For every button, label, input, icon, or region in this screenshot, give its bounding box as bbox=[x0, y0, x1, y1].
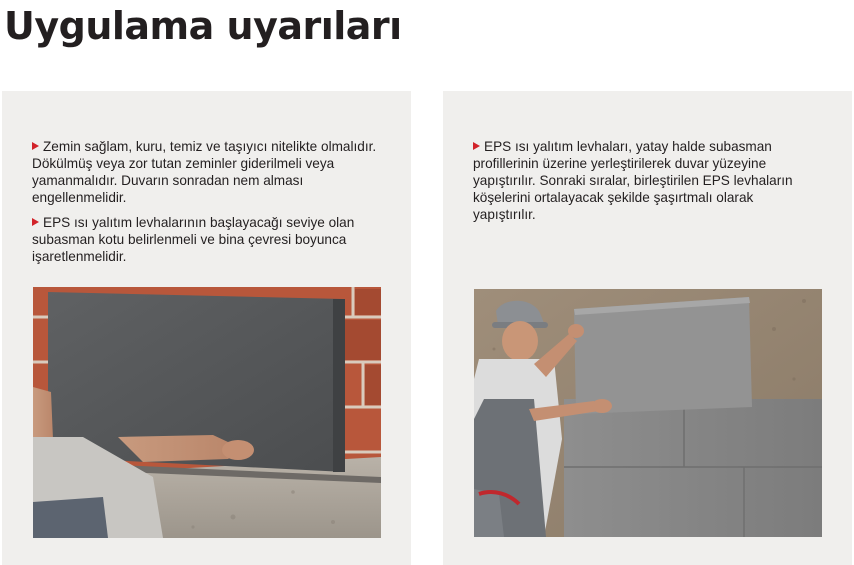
page-title: Uygulama uyarıları bbox=[4, 4, 402, 48]
right-panel bbox=[443, 91, 852, 565]
left-bullet-2 bbox=[32, 214, 377, 265]
left-bullet-1 bbox=[32, 138, 377, 206]
bullet-arrow-icon bbox=[32, 142, 39, 150]
left-panel bbox=[2, 91, 411, 565]
left-bullet-2-text: EPS ısı yalıtım levhalarının başlayacağı seviye olan subasman kotu belirlenmeli ve bina çevresi boyunca işaretlenmelidir. bbox=[32, 215, 355, 264]
right-bullet-list bbox=[473, 138, 818, 231]
bullet-arrow-icon bbox=[32, 218, 39, 226]
right-bullet-1-text: EPS ısı yalıtım levhaları, yatay halde subasman profillerinin üzerine yerleştirilerek duvar yüzeyine yapıştırılır. Sonraki sıralar, birleştirilen EPS levhaların köşelerini ortalayacak şekilde şaşırtmalı olarak yapıştırılır. bbox=[473, 139, 793, 222]
left-bullet-list bbox=[32, 138, 377, 273]
photo-worker-applying-boards-to-wall bbox=[474, 289, 822, 537]
bullet-arrow-icon bbox=[473, 142, 480, 150]
left-bullet-1-text: Zemin sağlam, kuru, temiz ve taşıyıcı nitelikte olmalıdır. Dökülmüş veya zor tutan zeminler giderilmeli veya yamanmalıdır. Duvarın sonradan nem alması engellenmelidir. bbox=[32, 139, 377, 205]
right-bullet-1 bbox=[473, 138, 818, 223]
photo-worker-placing-board-on-brick-wall bbox=[33, 287, 381, 538]
